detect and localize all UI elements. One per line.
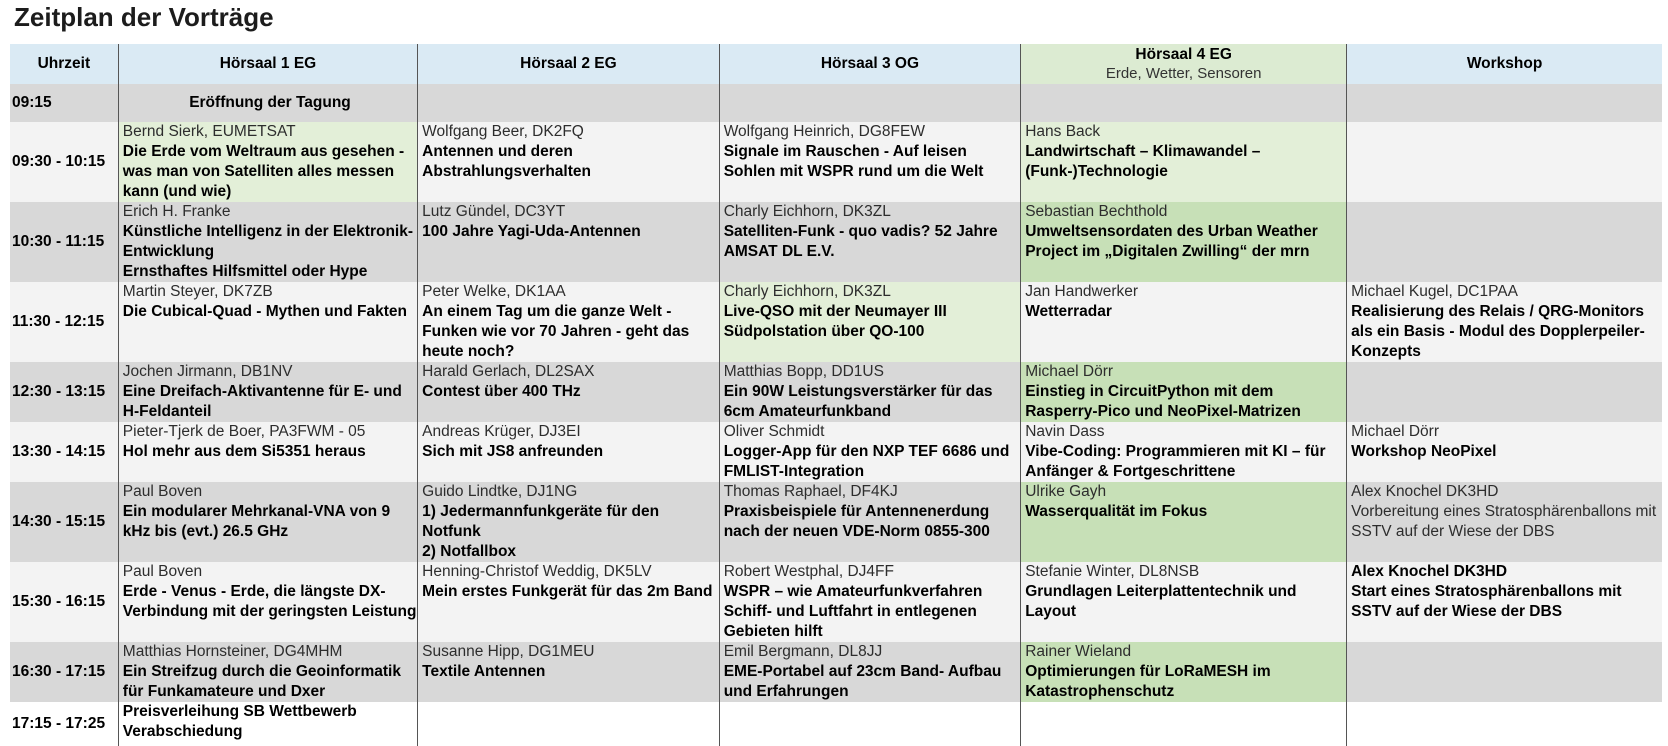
workshop-session — [1347, 642, 1662, 702]
speaker-name: Alex Knochel DK3HD — [1351, 483, 1499, 500]
talk-title-line-2: Start eines Stratosphärenballons mit SSTV auf der Wiese der DBS — [1351, 583, 1622, 620]
talk-title: Ein modularer Mehrkanal-VNA von 9 kHz bis (evt.) 26.5 GHz — [122, 503, 391, 540]
hoersaal-4-session — [1021, 422, 1347, 482]
hoersaal-3-session — [719, 482, 1021, 562]
header-hoersaal-2: Hörsaal 2 EG — [418, 44, 720, 84]
talk-title: Alex Knochel DK3HD — [1351, 563, 1508, 580]
hoersaal-2-session — [418, 562, 720, 642]
header-row — [10, 44, 1662, 84]
speaker-name: Oliver Schmidt — [723, 423, 825, 440]
hoersaal-3-session — [719, 642, 1021, 702]
closing-line-2: Verabschiedung — [122, 723, 243, 740]
hoersaal-1-session — [118, 482, 417, 562]
time-slot: 11:30 - 12:15 — [10, 282, 118, 362]
talk-title: Contest über 400 THz — [422, 383, 581, 400]
schedule-row — [10, 562, 1662, 642]
header-hoersaal-4-topic: Erde, Wetter, Sensoren — [1105, 65, 1262, 82]
speaker-name: Pieter-Tjerk de Boer, PA3FWM - 05 — [122, 423, 366, 440]
hoersaal-2-session — [418, 482, 720, 562]
schedule-table — [10, 44, 1662, 746]
talk-title: Satelliten-Funk - quo vadis? 52 Jahre AMSAT DL E.V. — [723, 223, 998, 260]
time-slot: 16:30 - 17:15 — [10, 642, 118, 702]
speaker-name: Susanne Hipp, DG1MEU — [422, 643, 595, 660]
talk-title-line-2: 2) Notfallbox — [422, 543, 517, 560]
time-slot: 13:30 - 14:15 — [10, 422, 118, 482]
speaker-name: Sebastian Bechthold — [1025, 203, 1168, 220]
talk-title: Die Erde vom Weltraum aus gesehen - was man von Satelliten alles messen kann (und wie) — [122, 143, 405, 200]
hoersaal-3-session — [719, 422, 1021, 482]
hoersaal-1-session — [118, 122, 417, 202]
speaker-name: Michael Kugel, DC1PAA — [1351, 283, 1518, 300]
speaker-name: Charly Eichhorn, DK3ZL — [723, 283, 891, 300]
talk-title: Hol mehr aus dem Si5351 heraus — [122, 443, 366, 460]
speaker-name: Jochen Jirmann, DB1NV — [122, 363, 293, 380]
empty-cell — [719, 84, 1021, 122]
hoersaal-4-session — [1021, 482, 1347, 562]
workshop-session — [1347, 202, 1662, 282]
hoersaal-2-session — [418, 202, 720, 282]
header-workshop: Workshop — [1347, 44, 1662, 84]
talk-title: Eine Dreifach-Aktivantenne für E- und H-Feldanteil — [122, 383, 402, 420]
hoersaal-4-session — [1021, 562, 1347, 642]
page-title: Zeitplan der Vorträge — [14, 2, 274, 32]
hoersaal-3-session — [719, 282, 1021, 362]
speaker-name: Paul Boven — [122, 563, 203, 580]
talk-title: Ein Streifzug durch die Geoinformatik für Funkamateure und Dxer — [122, 663, 401, 700]
header-hoersaal-3: Hörsaal 3 OG — [719, 44, 1021, 84]
schedule-row-closing — [10, 702, 1662, 746]
empty-cell — [719, 702, 1021, 746]
speaker-name: Emil Bergmann, DL8JJ — [723, 643, 883, 660]
hoersaal-2-session — [418, 282, 720, 362]
talk-title: Signale im Rauschen - Auf leisen Sohlen mit WSPR rund um die Welt — [723, 143, 984, 180]
empty-cell — [1021, 702, 1347, 746]
header-time: Uhrzeit — [10, 44, 118, 84]
talk-title: 100 Jahre Yagi-Uda-Antennen — [422, 223, 641, 240]
time-slot: 09:15 — [10, 84, 118, 122]
empty-cell — [418, 702, 720, 746]
talk-title-line-2: Ernsthaftes Hilfsmittel oder Hype — [122, 263, 368, 280]
time-slot: 14:30 - 15:15 — [10, 482, 118, 562]
time-slot: 15:30 - 16:15 — [10, 562, 118, 642]
hoersaal-1-session — [118, 282, 417, 362]
speaker-name: Martin Steyer, DK7ZB — [122, 283, 273, 300]
speaker-name: Lutz Gündel, DC3YT — [422, 203, 566, 220]
talk-title: WSPR – wie Amateurfunkverfahren Schiff- und Luftfahrt in entlegenen Gebieten hilft — [723, 583, 983, 640]
talk-title: Wetterradar — [1025, 303, 1112, 320]
speaker-name: Stefanie Winter, DL8NSB — [1025, 563, 1200, 580]
hoersaal-3-session — [719, 202, 1021, 282]
hoersaal-1-session — [118, 362, 417, 422]
time-slot: 12:30 - 13:15 — [10, 362, 118, 422]
schedule-row — [10, 282, 1662, 362]
talk-title: Landwirtschaft – Klimawandel – (Funk-)Technologie — [1025, 143, 1261, 180]
speaker-name: Harald Gerlach, DL2SAX — [422, 363, 595, 380]
speaker-name: Michael Dörr — [1351, 423, 1439, 440]
hoersaal-3-session — [719, 122, 1021, 202]
empty-cell — [1021, 84, 1347, 122]
speaker-name: Ulrike Gayh — [1025, 483, 1107, 500]
hoersaal-2-session — [418, 362, 720, 422]
talk-title: Live-QSO mit der Neumayer III Südpolstation über QO-100 — [723, 303, 947, 340]
schedule-row — [10, 642, 1662, 702]
hoersaal-3-session — [719, 562, 1021, 642]
talk-title: Ein 90W Leistungsverstärker für das 6cm Amateurfunkband — [723, 383, 993, 420]
empty-cell — [418, 84, 720, 122]
talk-title: Umweltsensordaten des Urban Weather Project im „Digitalen Zwilling“ der mrn — [1025, 223, 1318, 260]
talk-title: Wasserqualität im Fokus — [1025, 503, 1208, 520]
talk-title: An einem Tag um die ganze Welt - Funken wie vor 70 Jahren - geht das heute noch? — [422, 303, 690, 360]
talk-title: Workshop NeoPixel — [1351, 443, 1497, 460]
schedule-row-opening — [10, 84, 1662, 122]
hoersaal-4-session — [1021, 122, 1347, 202]
talk-title: Mein erstes Funkgerät für das 2m Band — [422, 583, 713, 600]
header-hoersaal-4: Hörsaal 4 EG Erde, Wetter, Sensoren — [1021, 44, 1347, 84]
hoersaal-4-session — [1021, 282, 1347, 362]
schedule-row — [10, 202, 1662, 282]
opening-session: Eröffnung der Tagung — [118, 84, 417, 122]
schedule-row — [10, 482, 1662, 562]
closing-session — [118, 702, 417, 746]
hoersaal-2-session — [418, 122, 720, 202]
talk-title: Künstliche Intelligenz in der Elektronik-Entwicklung — [122, 223, 414, 260]
speaker-name: Thomas Raphael, DF4KJ — [723, 483, 898, 500]
hoersaal-4-session — [1021, 202, 1347, 282]
speaker-name: Hans Back — [1025, 123, 1101, 140]
talk-title: Logger-App für den NXP TEF 6686 und FMLIST-Integration — [723, 443, 1010, 480]
speaker-name: Bernd Sierk, EUMETSAT — [122, 123, 296, 140]
closing-line-1: Preisverleihung SB Wettbewerb — [122, 703, 357, 720]
speaker-name: Wolfgang Beer, DK2FQ — [422, 123, 584, 140]
hoersaal-2-session — [418, 422, 720, 482]
hoersaal-1-session — [118, 422, 417, 482]
speaker-name: Matthias Hornsteiner, DG4MHM — [122, 643, 343, 660]
time-slot: 17:15 - 17:25 — [10, 702, 118, 746]
talk-title: Die Cubical-Quad - Mythen und Fakten — [122, 303, 407, 320]
talk-title: Optimierungen für LoRaMESH im Katastrophenschutz — [1025, 663, 1271, 700]
time-slot: 10:30 - 11:15 — [10, 202, 118, 282]
talk-title: 1) Jedermannfunkgeräte für den Notfunk — [422, 503, 660, 540]
schedule-row — [10, 422, 1662, 482]
talk-title: Einstieg in CircuitPython mit dem Rasperry-Pico und NeoPixel-Matrizen — [1025, 383, 1301, 420]
workshop-session — [1347, 362, 1662, 422]
hoersaal-2-session — [418, 642, 720, 702]
workshop-session — [1347, 482, 1662, 562]
talk-title: Antennen und deren Abstrahlungsverhalten — [422, 143, 591, 180]
talk-title: Vibe-Coding: Programmieren mit KI – für Anfänger & Fortgeschrittene — [1025, 443, 1326, 480]
empty-cell — [1347, 84, 1662, 122]
workshop-session — [1347, 562, 1662, 642]
talk-title: EME-Portabel auf 23cm Band- Aufbau und Erfahrungen — [723, 663, 1002, 700]
speaker-name: Rainer Wieland — [1025, 643, 1132, 660]
talk-title: Grundlagen Leiterplattentechnik und Layout — [1025, 583, 1297, 620]
talk-title: Sich mit JS8 anfreunden — [422, 443, 604, 460]
time-slot: 09:30 - 10:15 — [10, 122, 118, 202]
talk-title: Realisierung des Relais / QRG-Monitors als ein Basis - Modul des Dopplerpeiler-Konzepts — [1351, 303, 1645, 360]
speaker-name: Wolfgang Heinrich, DG8FEW — [723, 123, 925, 140]
workshop-session — [1347, 122, 1662, 202]
session-note: Vorbereitung eines Stratosphärenballons mit SSTV auf der Wiese der DBS — [1351, 503, 1657, 540]
speaker-name: Charly Eichhorn, DK3ZL — [723, 203, 891, 220]
schedule-row — [10, 122, 1662, 202]
speaker-name: Paul Boven — [122, 483, 203, 500]
speaker-name: Erich H. Franke — [122, 203, 231, 220]
schedule-row — [10, 362, 1662, 422]
speaker-name: Guido Lindtke, DJ1NG — [422, 483, 578, 500]
empty-cell — [1347, 702, 1662, 746]
speaker-name: Jan Handwerker — [1025, 283, 1139, 300]
speaker-name: Matthias Bopp, DD1US — [723, 363, 884, 380]
workshop-session — [1347, 282, 1662, 362]
speaker-name: Henning-Christof Weddig, DK5LV — [422, 563, 652, 580]
talk-title: Textile Antennen — [422, 663, 546, 680]
hoersaal-1-session — [118, 562, 417, 642]
speaker-name: Andreas Krüger, DJ3EI — [422, 423, 581, 440]
talk-title: Erde - Venus - Erde, die längste DX-Verbindung mit der geringsten Leistung — [122, 583, 417, 620]
hoersaal-1-session — [118, 642, 417, 702]
speaker-name: Robert Westphal, DJ4FF — [723, 563, 894, 580]
speaker-name: Navin Dass — [1025, 423, 1105, 440]
speaker-name: Michael Dörr — [1025, 363, 1114, 380]
header-hoersaal-1: Hörsaal 1 EG — [118, 44, 417, 84]
hoersaal-4-session — [1021, 642, 1347, 702]
talk-title: Praxisbeispiele für Antennenerdung nach der neuen VDE-Norm 0855-300 — [723, 503, 990, 540]
hoersaal-1-session — [118, 202, 417, 282]
workshop-session — [1347, 422, 1662, 482]
hoersaal-3-session — [719, 362, 1021, 422]
hoersaal-4-session — [1021, 362, 1347, 422]
speaker-name: Peter Welke, DK1AA — [422, 283, 566, 300]
